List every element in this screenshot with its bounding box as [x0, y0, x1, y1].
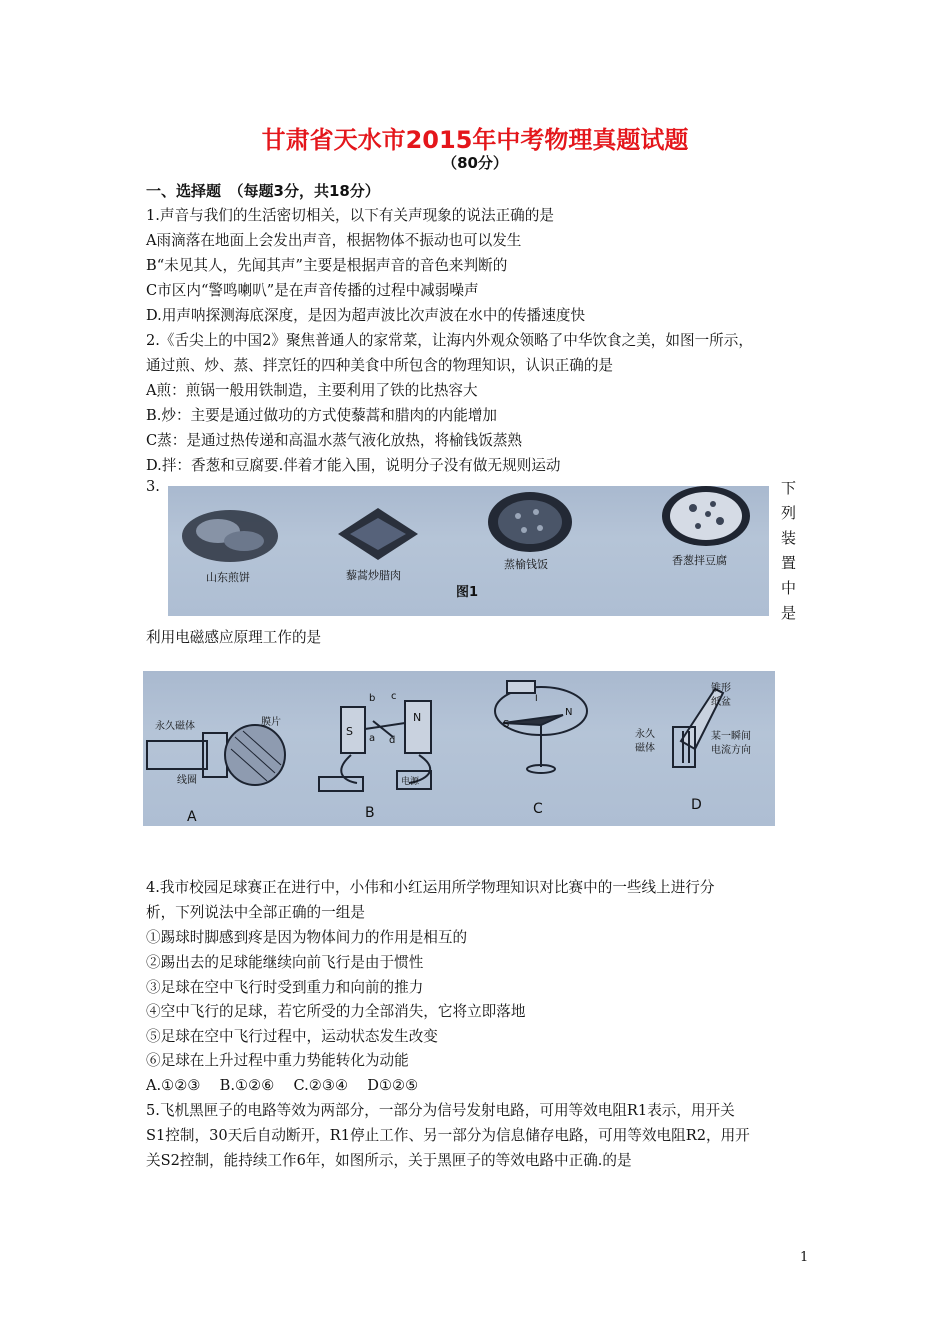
text-line: ③足球在空中飞行时受到重力和向前的推力	[146, 979, 424, 996]
device-label: I	[535, 694, 538, 704]
device-label: 电流方向	[711, 745, 751, 756]
text-line: 5.飞机黑匣子的电路等效为两部分，一部分为信号发射电路，可用等效电阻R1表示，用开关	[146, 1102, 735, 1119]
text-line: 2.《舌尖上的中国2》聚焦普通人的家常菜，让海内外观众领略了中华饮食之美，如图一所示，	[146, 332, 753, 349]
device-label: S	[503, 719, 510, 730]
dish-label: 蒸榆钱饭	[504, 558, 548, 571]
text-line: 通过煎、炒、蒸、拌烹饪的四种美食中所包含的物理知识，认识正确的是	[146, 357, 614, 374]
vertical-char: 中	[781, 579, 797, 597]
text-line: ⑥足球在上升过程中重力势能转化为动能	[146, 1052, 409, 1069]
text-line: B.炒：主要是通过做功的方式使藜蒿和腊肉的内能增加	[146, 407, 498, 424]
figure-caption: 图1	[456, 585, 479, 600]
dish-label: 香葱拌豆腐	[672, 554, 727, 567]
device-label: 锥形	[711, 683, 731, 694]
option-label: C	[533, 801, 543, 817]
device-label: N	[413, 711, 422, 724]
text-line: ④空中飞行的足球，若它所受的力全部消失，它将立即落地	[146, 1003, 526, 1020]
section-heading: 一、选择题 （每题3分，共18分）	[146, 182, 380, 200]
question-number: 3.	[146, 478, 160, 495]
text-line: S1控制，30天后自动断开，R1停止工作、另一部分为信息储存电路，可用等效电阻R2，用开	[146, 1127, 750, 1144]
text-line: A煎：煎锅一般用铁制造，主要利用了铁的比热容大	[146, 382, 478, 399]
text-line: 4.我市校园足球赛正在进行中，小伟和小红运用所学物理知识对比赛中的一些线上进行分	[146, 879, 715, 896]
device-label: 电源	[401, 777, 420, 787]
device-label: 永久磁体	[155, 721, 195, 732]
device-a-microphone	[147, 725, 285, 785]
device-label: a	[369, 733, 376, 744]
page-number: 1	[800, 1250, 809, 1265]
device-label: b	[369, 693, 376, 704]
dish-label: 山东煎饼	[206, 571, 250, 584]
text-line: ⑤足球在空中飞行过程中，运动状态发生改变	[146, 1028, 438, 1045]
device-label: S	[346, 725, 353, 738]
device-label: N	[565, 707, 573, 718]
text-line: 1.声音与我们的生活密切相关，以下有关声现象的说法正确的是	[146, 207, 554, 224]
text-line: A雨滴落在地面上会发出声音，根据物体不振动也可以发生	[146, 232, 522, 249]
text-line: 利用电磁感应原理工作的是	[146, 629, 322, 646]
option-label: D	[691, 797, 702, 813]
device-label: 永久	[635, 729, 655, 740]
device-label: 膜片	[261, 717, 281, 728]
vertical-char: 置	[781, 554, 797, 572]
device-label: 磁体	[635, 743, 655, 754]
text-line: C蒸：是通过热传递和高温水蒸气液化放热，将榆钱饭蒸熟	[146, 432, 523, 449]
page-title: 甘肃省天水市2015年中考物理真题试题	[261, 126, 689, 154]
device-label: 纸盆	[711, 697, 731, 708]
dish-label: 藜蒿炒腊肉	[346, 569, 401, 582]
text-line: C市区内“警鸣喇叭”是在声音传播的过程中减弱噪声	[146, 282, 479, 299]
text-line: B“未见其人，先闻其声”主要是根据声音的音色来判断的	[146, 257, 508, 274]
text-line: ①踢球时脚感到疼是因为物体间力的作用是相互的	[146, 929, 468, 946]
text-line: ②踢出去的足球能继续向前飞行是由于惯性	[146, 954, 424, 971]
score-subtitle: （80分）	[442, 154, 508, 172]
text-line: D.用声呐探测海底深度，是因为超声波比次声波在水中的传播速度快	[146, 307, 586, 324]
vertical-char: 装	[781, 529, 797, 547]
dish-steamed-rice-image	[488, 492, 572, 552]
text-line: D.拌：香葱和豆腐要.伴着才能入围，说明分子没有做无规则运动	[146, 457, 561, 474]
text-line: 析，下列说法中全部正确的一组是	[146, 904, 365, 921]
figure-1-dishes	[168, 486, 769, 616]
dish-tofu-image	[662, 486, 750, 546]
vertical-char: 是	[781, 604, 797, 622]
device-label: 某一瞬间	[711, 731, 751, 742]
vertical-char: 下	[781, 479, 797, 497]
device-label: d	[389, 735, 396, 746]
option-label: A	[187, 809, 197, 825]
dish-pancake-image	[182, 510, 278, 562]
dish-stirfry-image	[338, 508, 418, 560]
answer-options: A.①②③ B.①②⑥ C.②③④ D①②⑤	[146, 1077, 419, 1094]
option-label: B	[365, 805, 375, 821]
device-label: 线圈	[177, 775, 197, 786]
figure-2-devices	[143, 671, 775, 826]
device-label: c	[391, 691, 397, 702]
vertical-char: 列	[781, 504, 797, 522]
text-line: 关S2控制，能持续工作6年，如图所示，关于黑匣子的等效电路中正确.的是	[146, 1152, 632, 1169]
